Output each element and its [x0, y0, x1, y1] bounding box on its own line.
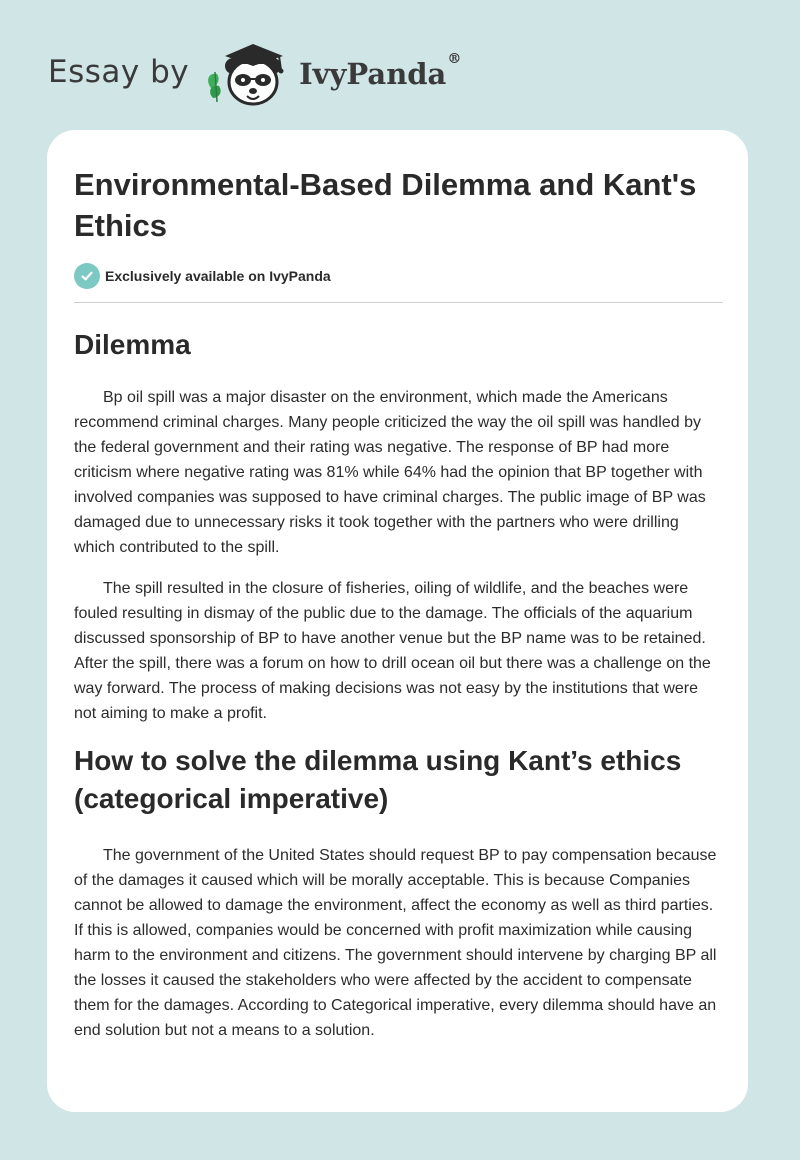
- article-title: Environmental-Based Dilemma and Kant's Ethics: [74, 167, 697, 243]
- exclusive-badge: [74, 263, 331, 289]
- panda-logo-icon[interactable]: [203, 36, 295, 108]
- leaf-icon: [208, 72, 220, 102]
- essay-by-label: Essay by: [48, 54, 190, 90]
- exclusive-badge-text: Exclusively available on IvyPanda: [105, 268, 331, 284]
- article-card: [47, 130, 748, 1112]
- paragraph: The government of the United States should request BP to pay compensation because of the damages it caused which will be morally acceptable. This is because Companies cannot be allowed to damage the environment, affect the economy as well as third parties. If this is allowed, companies would be concerned with profit maximization while causing harm to the environment and citizens. The government should intervene by charging BP all the losses it caused the stakeholders who were affected by the accident to compensate them for the damages. According to Categorical imperative, every dilemma should have an end solution but not a means to a solution.: [74, 847, 717, 1039]
- brand-name[interactable]: IvyPanda®: [299, 51, 462, 91]
- registered-mark: ®: [447, 51, 462, 67]
- check-circle-icon: [74, 263, 100, 289]
- section-heading: How to solve the dilemma using Kant’s ethics (categorical imperative): [74, 745, 682, 814]
- site-header: [48, 36, 461, 108]
- paragraph: Bp oil spill was a major disaster on the environment, which made the Americans recommend criminal charges. Many people criticized the way the oil spill was handled by the federal government and their rating was negative. The response of BP had more criticism where negative rating was 81% while 64% had the opinion that BP together with involved companies was supposed to have criminal charges. The public image of BP was damaged due to unnecessary risks it took together with the partners who were drilling which contributed to the spill.: [74, 389, 706, 556]
- section-heading: Dilemma: [74, 329, 191, 360]
- paragraph: The spill resulted in the closure of fisheries, oiling of wildlife, and the beaches were fouled resulting in dismay of the public due to the damage. The officials of the aquarium discussed sponsorship of BP to have another venue but the BP name was to be retained. After the spill, there was a forum on how to drill ocean oil but there was a challenge on the way forward. The process of making decisions was not easy by the institutions that were not aiming to make a profit.: [74, 580, 711, 722]
- divider: [74, 302, 723, 303]
